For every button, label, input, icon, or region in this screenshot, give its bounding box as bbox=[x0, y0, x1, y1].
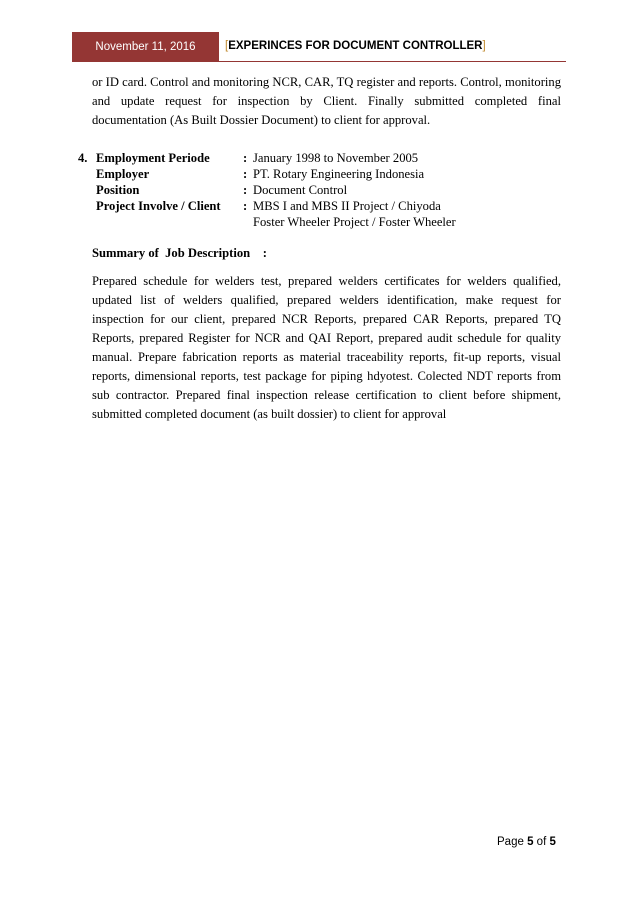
employment-value: MBS I and MBS II Project / Chiyoda bbox=[253, 199, 441, 213]
employment-value: PT. Rotary Engineering Indonesia bbox=[253, 167, 425, 181]
employment-value: January 1998 to November 2005 bbox=[253, 151, 419, 165]
employment-colon: : bbox=[243, 151, 248, 165]
employment-colon: : bbox=[243, 183, 248, 197]
of-word: of bbox=[536, 836, 547, 848]
page-word: Page bbox=[497, 836, 524, 848]
header-bracket-open: [ bbox=[225, 40, 229, 52]
page-footer bbox=[497, 836, 556, 848]
employment-colon: : bbox=[243, 167, 248, 181]
header-date-box bbox=[72, 32, 219, 62]
summary-heading: Summary of Job Description : bbox=[92, 246, 267, 260]
header-bracket-close: ] bbox=[482, 40, 486, 52]
header-rule bbox=[219, 61, 566, 62]
employment-value: Document Control bbox=[253, 183, 348, 197]
employment-colon: : bbox=[243, 199, 248, 213]
employment-label: Employer bbox=[96, 167, 150, 181]
total-pages: 5 bbox=[549, 836, 556, 848]
current-page: 5 bbox=[527, 836, 534, 848]
intro-paragraph: or ID card. Control and monitoring NCR, CAR, TQ register and reports. Control, monitoring and update request for inspection by Client. Finally submitted completed final documentation (As Built Dossier Document) to client for approval. bbox=[92, 75, 561, 127]
employment-value: Foster Wheeler Project / Foster Wheeler bbox=[253, 215, 456, 229]
summary-paragraph: Prepared schedule for welders test, prepared welders certificates for welders qualified, updated list of welders qualified, prepared welders identification, make request for inspection for our client, prepared NCR Reports, prepared CAR Reports, prepared TQ Reports, prepared Register for NCR and QAI Report, prepared audit schedule for quality manual. Prepare fabrication reports as material traceability reports, fit-up reports, visual reports, dimensional reports, test package for piping hdyotest. Colected NDT reports from sub contractor. Prepared final inspection release certification to client before shipment, submitted completed document (as built dossier) to client for approval bbox=[92, 274, 561, 421]
employment-number: 4. bbox=[78, 151, 88, 165]
header-title bbox=[225, 40, 486, 52]
employment-label: Employment Periode bbox=[96, 151, 210, 165]
header-title-text: EXPERINCES FOR DOCUMENT CONTROLLER bbox=[228, 40, 483, 52]
employment-label: Project Involve / Client bbox=[96, 199, 221, 213]
header-date: November 11, 2016 bbox=[95, 41, 196, 53]
employment-label: Position bbox=[96, 183, 140, 197]
